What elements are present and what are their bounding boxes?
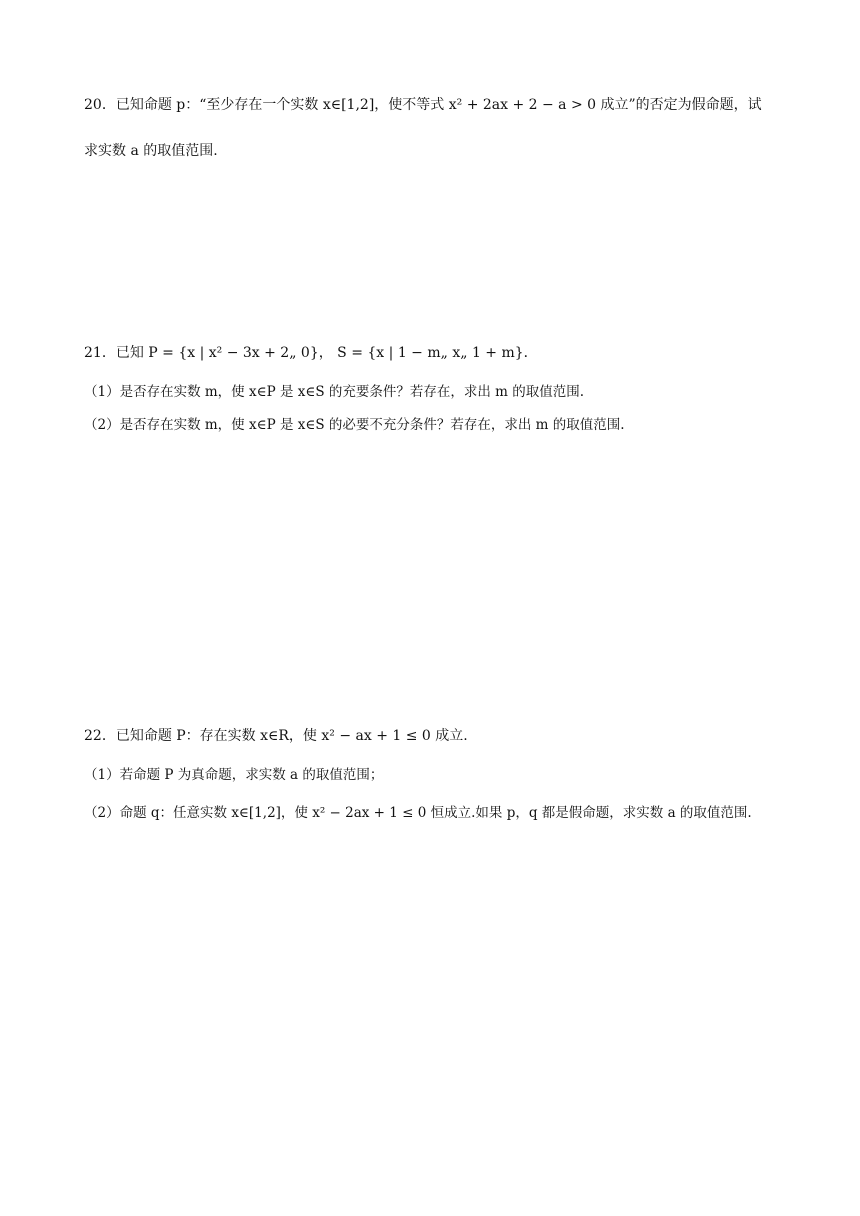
question-22-stem: 22．已知命题 P：存在实数 x∈R，使 x² − ax + 1 ≤ 0 成立. [84, 728, 468, 744]
question-20-line-1: 20．已知命题 p：“至少存在一个实数 x∈[1,2]，使不等式 x² + 2ax + 2 − a > 0 成立”的否定为假命题，试 [84, 97, 762, 113]
question-21-part-2: （2）是否存在实数 m，使 x∈P 是 x∈S 的必要不充分条件？若存在，求出 m 的取值范围. [84, 417, 625, 433]
question-20-line-2: 求实数 a 的取值范围. [84, 143, 218, 159]
question-22-part-1: （1）若命题 P 为真命题，求实数 a 的取值范围； [84, 767, 384, 783]
question-21-stem: 21．已知 P = {x | x² − 3x + 2„ 0}， S = {x | 1 − m„ x„ 1 + m}． [84, 345, 538, 361]
question-22-part-2: （2）命题 q：任意实数 x∈[1,2]，使 x² − 2ax + 1 ≤ 0 恒成立.如果 p，q 都是假命题，求实数 a 的取值范围. [84, 805, 752, 821]
question-21-part-1: （1）是否存在实数 m，使 x∈P 是 x∈S 的充要条件？若存在，求出 m 的取值范围. [84, 384, 585, 400]
